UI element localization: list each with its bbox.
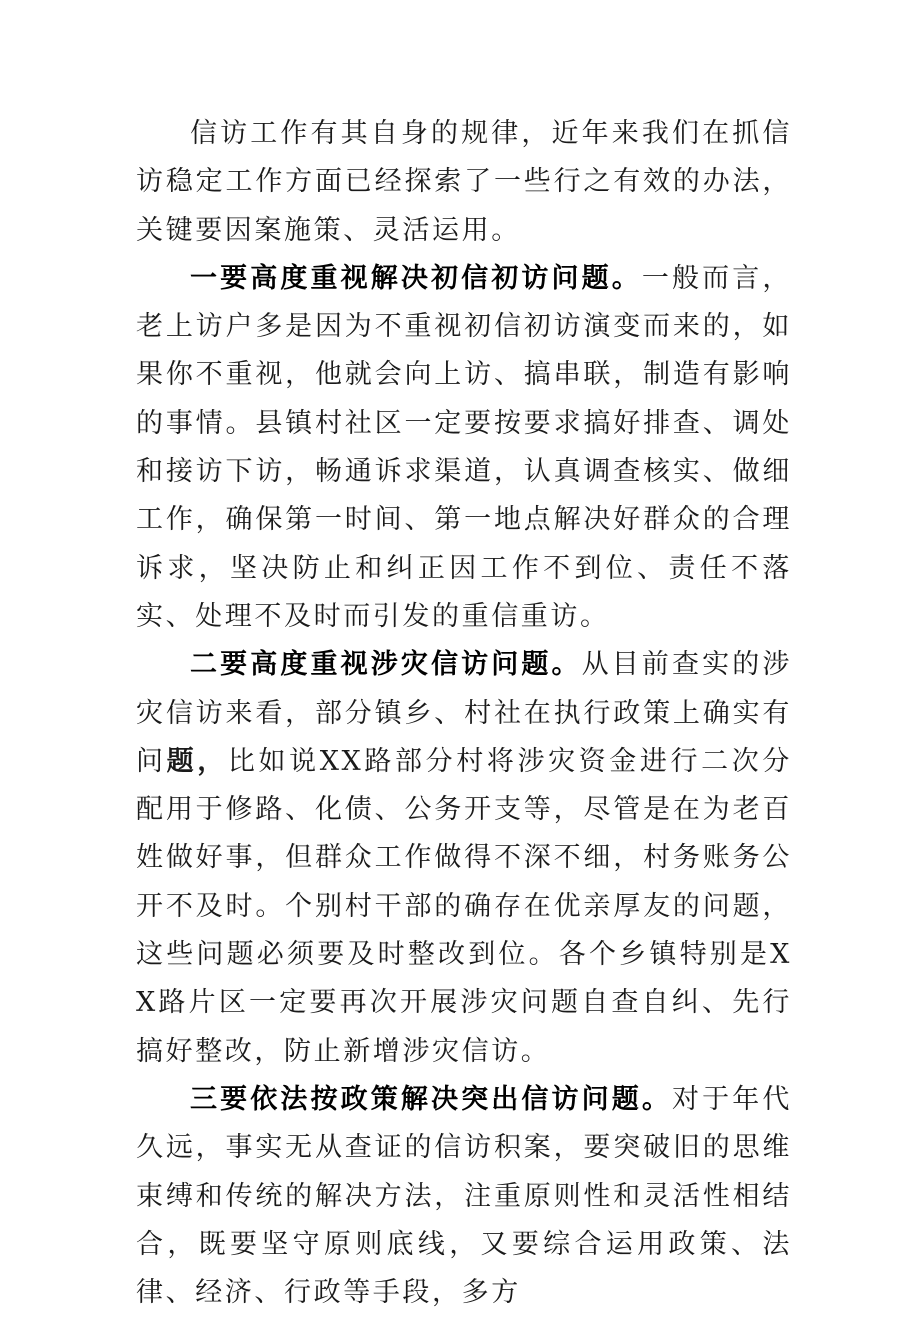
paragraph-point-two-heading: 二要高度重视涉灾信访问题。 bbox=[190, 649, 582, 681]
paragraph-point-two-text-before: 从目前查实的涉灾信访来看，部分镇乡、村社在执行政策上确实有问 bbox=[136, 649, 792, 777]
paragraph-intro-text: 信访工作有其自身的规律，近年来我们在抓信访稳定工作方面已经探索了一些行之有效的办法，关键要因案施策、灵活运用。 bbox=[136, 118, 792, 246]
paragraph-point-two-text-after: 比如说XX路部分村将涉灾资金进行二次分配用于修路、化债、公务开支等，尽管是在为老百姓做好事，但群众工作做得不深不细，村务账务公开不及时。个别村干部的确存在优亲厚友的问题，这些问题必须要及时整改到位。各个乡镇特别是XX路片区一定要再次开展涉灾问题自查自纠、先行搞好整改，防止新增涉灾信访。 bbox=[136, 745, 792, 1067]
paragraph-point-two bbox=[136, 641, 792, 1076]
paragraph-point-three bbox=[136, 1076, 792, 1317]
paragraph-point-three-text: 对于年代久远，事实无从查证的信访积案，要突破旧的思维束缚和传统的解决方法，注重原则性和灵活性相结合，既要坚守原则底线，又要综合运用政策、法律、经济、行政等手段，多方 bbox=[136, 1083, 792, 1309]
paragraph-point-three-heading: 三要依法按政策解决突出信访问题。 bbox=[190, 1083, 673, 1115]
paragraph-point-one-heading: 一要高度重视解决初信初访问题。 bbox=[190, 262, 642, 294]
paragraph-intro bbox=[136, 110, 792, 255]
paragraph-point-one bbox=[136, 255, 792, 641]
document-body bbox=[136, 110, 792, 1317]
paragraph-point-one-text: 一般而言，老上访户多是因为不重视初信初访演变而来的，如果你不重视，他就会向上访、搞串联，制造有影响的事情。县镇村社区一定要按要求搞好排查、调处和接访下访，畅通诉求渠道，认真调查核实、做细工作，确保第一时间、第一地点解决好群众的合理诉求，坚决防止和纠正因工作不到位、责任不落实、处理不及时而引发的重信重访。 bbox=[136, 262, 793, 632]
paragraph-point-two-text-bold: 题， bbox=[166, 745, 228, 777]
